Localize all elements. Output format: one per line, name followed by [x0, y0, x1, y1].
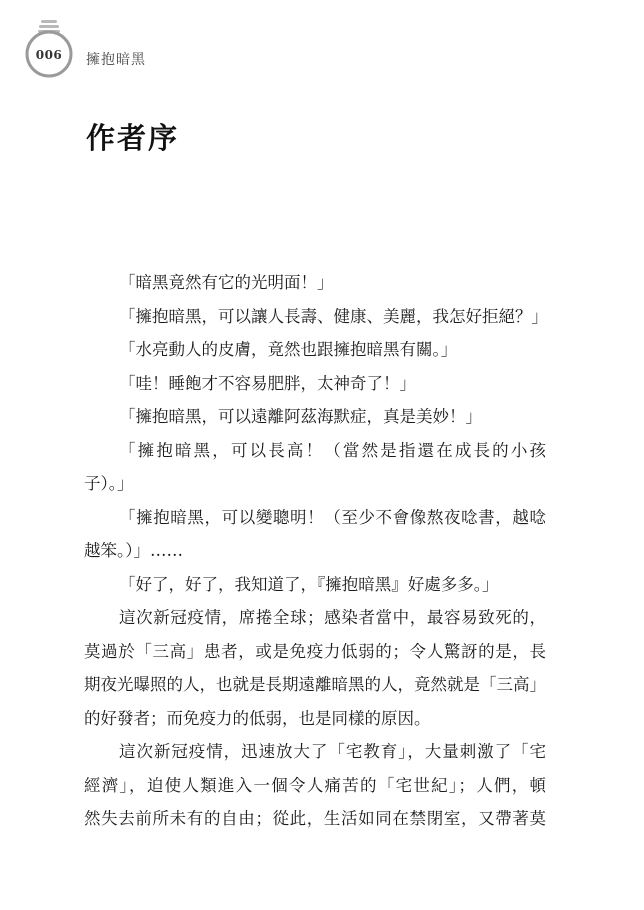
page-header [22, 18, 322, 78]
text-line: 「哇！睡飽才不容易肥胖，太神奇了！」 [119, 373, 416, 393]
text-line: 期夜光曝照的人，也就是長期遠離暗黑的人，竟然就是「三高」 [84, 675, 546, 694]
text-line: 莫過於「三高」患者，或是免疫力低弱的；令人驚訝的是，長 [84, 641, 546, 661]
text-line: 「擁抱暗黑，可以遠離阿茲海默症，真是美妙！」 [119, 407, 482, 426]
text-line: 的好發者；而免疫力的低弱，也是同樣的原因。 [84, 708, 431, 728]
text-line: 越笨。）」…… [84, 541, 183, 560]
text-line: 這次新冠疫情，迅速放大了「宅教育」，大量刺激了「宅 [119, 742, 546, 761]
text-line: 子）。」 [84, 474, 134, 493]
text-line: 這次新冠疫情，席捲全球；感染者當中，最容易致死的， [119, 608, 546, 627]
body-text [84, 266, 546, 836]
text-line: 「水亮動人的皮膚，竟然也跟擁抱暗黑有關。」 [119, 340, 458, 359]
page-number: 006 [35, 48, 63, 62]
text-line: 「暗黑竟然有它的光明面！」 [119, 273, 334, 292]
chapter-title: 作者序 [86, 121, 180, 155]
text-line: 「擁抱暗黑，可以變聰明！（至少不會像熬夜唸書，越唸 [119, 507, 546, 527]
text-line: 經濟」，迫使人類進入一個令人痛苦的「宅世紀」；人們，頓 [84, 775, 546, 795]
text-line: 「擁抱暗黑，可以長高！（當然是指還在成長的小孩 [119, 440, 546, 460]
text-line: 「擁抱暗黑，可以讓人長壽、健康、美麗，我怎好拒絕？」 [119, 306, 548, 326]
running-title: 擁抱暗黑 [86, 52, 146, 68]
text-line: 「好了，好了，我知道了，『擁抱暗黑』好處多多。」 [119, 574, 499, 594]
text-line: 然失去前所未有的自由；從此，生活如同在禁閉室，又帶著莫 [84, 809, 546, 828]
